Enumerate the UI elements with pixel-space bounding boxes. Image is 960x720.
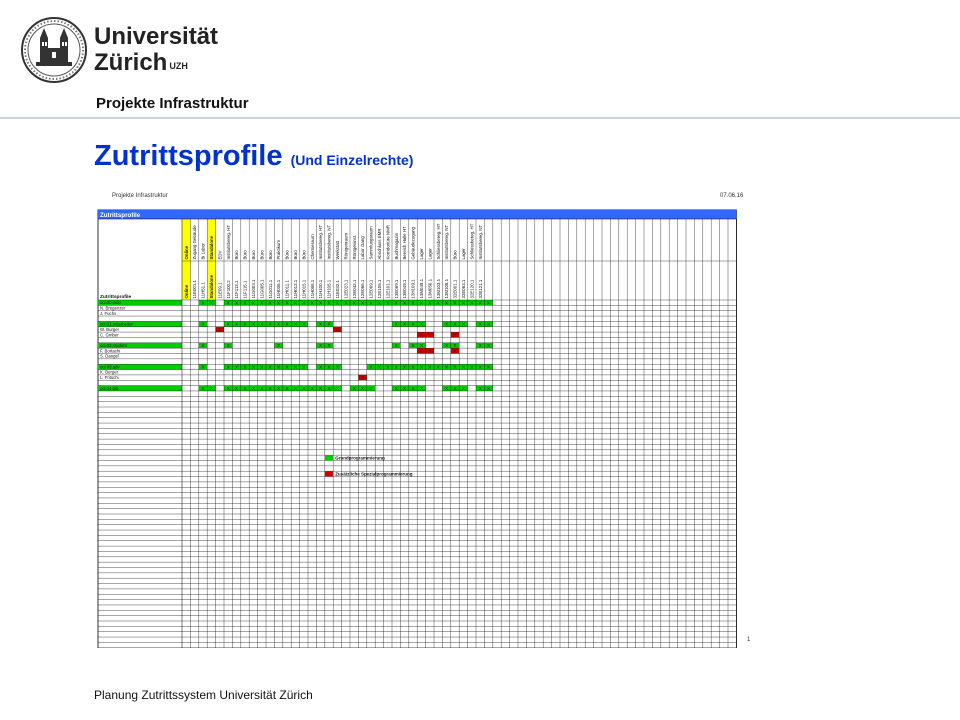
row-label: oci.04.bib	[100, 385, 119, 391]
profile-cell-mark: X	[201, 321, 205, 327]
profile-cell-mark: X	[352, 300, 356, 306]
column-header-desc: Büro	[234, 250, 240, 260]
profile-cell-mark: X	[419, 385, 423, 391]
row-label: S. Dangel	[100, 353, 119, 359]
profile-cell-mark: X	[335, 364, 339, 370]
column-header-desc: Bereich Halle HT	[402, 226, 408, 260]
profile-cell-mark: X	[487, 321, 491, 327]
profile-cell-mark: X	[386, 300, 390, 306]
profile-cell-mark: X	[285, 364, 289, 370]
column-header-code: 32E001.1	[452, 279, 458, 299]
header-divider	[0, 117, 960, 119]
column-header-desc: Institutsbereg. NT	[444, 224, 450, 260]
column-header-desc: Zugang Gebäude	[192, 225, 198, 260]
column-header-code: 11H013.1	[293, 279, 298, 299]
legend-label: Zusätzliche Spezialprogrammierung	[335, 471, 413, 477]
profile-cell-mark: X	[403, 364, 407, 370]
column-header-code: 32E063.1	[461, 279, 466, 299]
profile-cell-mark: X	[478, 343, 482, 349]
profile-cell-mark: X	[411, 364, 415, 370]
column-header-desc: Standalone	[209, 235, 214, 260]
profile-cell-mark: X	[243, 300, 247, 306]
profile-cell-mark: X	[453, 343, 457, 349]
column-header-code: 11G003.1	[251, 279, 256, 299]
profile-cell-mark: X	[394, 364, 398, 370]
profile-cell-mark: X	[394, 385, 398, 391]
column-header-desc: Bi Labor	[200, 243, 206, 260]
profile-cell-mark: X	[461, 300, 465, 306]
profile-cell-mark: X	[293, 300, 297, 306]
column-header-code: 11F115.1	[242, 280, 248, 299]
column-header-code: 12E023.1	[343, 279, 349, 299]
profile-cell-mark: X	[201, 364, 205, 370]
profile-cell-mark: X	[201, 300, 205, 306]
profile-cell-mark: X	[260, 300, 264, 306]
profile-cell-mark: X	[369, 364, 373, 370]
profile-cell-mark: X	[251, 321, 255, 327]
profile-cell-mark: X	[453, 300, 457, 306]
profile-cell-mark: X	[310, 385, 314, 391]
sheet-page-number: 1	[747, 637, 751, 643]
profile-cell-mark: X	[293, 321, 297, 327]
profile-cell-mark: X	[470, 300, 474, 306]
profile-cell-mark: X	[319, 385, 323, 391]
special-permission-mark: X	[428, 348, 432, 354]
profile-cell-mark: X	[243, 385, 247, 391]
special-permission-mark: X	[419, 348, 423, 354]
profile-cell-mark: X	[445, 321, 449, 327]
column-header-desc: Schliessbereg. HT	[469, 223, 475, 260]
profile-cell-mark: X	[251, 300, 255, 306]
column-header-code: 11F113.1	[234, 280, 240, 299]
sheet-header-date: 07.06.16	[720, 193, 744, 199]
profile-cell-mark: X	[209, 300, 213, 306]
profile-cell-mark: X	[310, 300, 314, 306]
profile-cell-mark: X	[251, 385, 255, 391]
column-header-code: 12E105.1	[377, 279, 382, 299]
profile-cell-mark: X	[419, 364, 423, 370]
profile-cell-mark: X	[403, 385, 407, 391]
column-header-code: 11H066.1	[309, 279, 315, 299]
profile-cell-mark: X	[445, 300, 449, 306]
column-header-code: 32E120.1	[469, 279, 475, 299]
profile-cell-mark: X	[428, 364, 432, 370]
profile-cell-mark: X	[201, 385, 205, 391]
profile-cell-mark: X	[319, 300, 323, 306]
profile-cell-mark: X	[394, 321, 398, 327]
row-label: F. Bortachi	[100, 348, 121, 354]
uzh-mark: UZH	[169, 61, 188, 71]
profile-cell-mark: X	[293, 385, 297, 391]
profile-cell-mark: X	[403, 321, 407, 327]
profile-cell-mark: X	[293, 364, 297, 370]
profile-cell-mark: X	[201, 343, 205, 349]
column-header-code: 11H51.1	[200, 282, 206, 299]
row-label: W. Burger	[100, 326, 120, 332]
row-label: N. Bregenzer	[100, 305, 126, 311]
profile-cell-mark: X	[260, 364, 264, 370]
profile-cell-mark: X	[285, 300, 289, 306]
profile-cell-mark: X	[285, 321, 289, 327]
profile-cell-mark: X	[487, 385, 491, 391]
profile-cell-mark: X	[352, 385, 356, 391]
legend-swatch	[325, 471, 333, 476]
column-header-code: 11H105.1	[326, 279, 332, 299]
row-label: oci.01.mitarbeiter	[100, 321, 133, 327]
row-label-header: Zutrittsprofile	[100, 295, 132, 300]
row-label: J. Fuchs	[100, 310, 117, 316]
profile-cell-mark: X	[377, 364, 381, 370]
profile-cell-mark: X	[419, 300, 423, 306]
profile-cell-mark: X	[361, 385, 365, 391]
column-header-desc: Lager	[419, 248, 424, 260]
uzh-seal-logo	[20, 16, 88, 84]
profile-cell-mark: X	[436, 300, 440, 306]
column-header-desc: Büro	[259, 250, 265, 260]
special-permission-mark: X	[335, 327, 339, 332]
profile-cell-mark: X	[277, 321, 281, 327]
profile-cell-mark: X	[487, 300, 491, 306]
profile-cell-mark: X	[327, 385, 331, 391]
row-label: C. Gmber	[100, 332, 119, 338]
column-header-code: 11E032.1	[335, 280, 340, 299]
column-header-code: Standalone	[209, 274, 214, 299]
profile-cell-mark: X	[377, 300, 381, 306]
profile-cell-mark: X	[302, 385, 306, 391]
profile-cell-mark: X	[235, 300, 239, 306]
profile-cell-mark: X	[487, 343, 491, 349]
profile-cell-mark: X	[226, 321, 230, 327]
row-label: oci.00.lasp	[100, 300, 121, 306]
profile-cell-mark: X	[411, 385, 415, 391]
profile-cell-mark: X	[453, 385, 457, 391]
special-permission-mark: X	[428, 332, 432, 338]
profile-cell-mark: X	[411, 343, 415, 349]
profile-cell-mark: X	[277, 364, 281, 370]
column-header-desc: Online	[183, 245, 189, 260]
profile-cell-mark: X	[470, 364, 474, 370]
column-header-code: 12E101.1	[385, 279, 391, 299]
column-header-code: 12E069.1	[368, 279, 374, 299]
column-header-code: 13M105.1	[444, 278, 450, 299]
profile-cell-mark: X	[335, 385, 339, 391]
column-header-desc: Werkstatt	[335, 241, 340, 260]
profile-cell-mark: X	[268, 300, 272, 306]
profile-cell-mark: X	[302, 321, 306, 327]
profile-cell-mark: X	[243, 321, 247, 327]
profile-cell-mark: X	[344, 300, 348, 306]
column-header-desc: Röntgeninst.	[351, 234, 357, 260]
column-header-desc: Büro	[267, 250, 273, 260]
column-header-code: 11H011.1	[284, 280, 290, 299]
sheet-header-left: Projekte Infrastruktur	[112, 193, 168, 199]
column-header-desc: Büro	[452, 250, 458, 260]
profile-cell-mark: X	[445, 364, 449, 370]
profile-cell-mark: X	[277, 385, 281, 391]
special-permission-mark: X	[419, 332, 423, 338]
column-header-code: 12E065.1	[360, 279, 366, 299]
profile-cell-mark: X	[394, 300, 398, 306]
profile-cell-mark: X	[369, 385, 373, 391]
slide-title	[94, 140, 413, 173]
profile-cell-mark: X	[260, 385, 264, 391]
university-name	[94, 24, 218, 76]
profile-cell-mark: X	[386, 364, 390, 370]
column-header-code: 32E121.1	[477, 279, 483, 299]
profile-cell-mark: X	[369, 300, 373, 306]
profile-cell-mark: X	[445, 343, 449, 349]
column-header-desc: Büro	[301, 250, 307, 260]
column-header-desc: Buchmagazin	[393, 232, 399, 260]
profile-cell-mark: X	[302, 300, 306, 306]
special-permission-mark: X	[361, 375, 365, 381]
profile-cell-mark: X	[319, 321, 323, 327]
profile-cell-mark: X	[478, 364, 482, 370]
column-header-desc: Büro	[284, 250, 290, 260]
column-header-code: 11G005.1	[259, 279, 265, 299]
column-header-desc: Labor Gang	[360, 236, 366, 260]
profile-cell-mark: X	[327, 364, 331, 370]
profile-cell-mark: X	[235, 385, 239, 391]
slide-title-main: Zutrittsprofile	[94, 140, 283, 172]
column-header-desc: Lager	[427, 248, 433, 260]
profile-cell-mark: X	[487, 364, 491, 370]
profile-cell-mark: X	[335, 300, 339, 306]
profile-cell-mark: X	[445, 385, 449, 391]
column-header-desc: Institutsbereg. HT	[318, 224, 324, 260]
access-profile-spreadsheet	[96, 188, 760, 648]
special-permission-mark: X	[453, 332, 457, 338]
profile-cell-mark: X	[209, 385, 213, 391]
column-header-desc: Gebäudezugang	[410, 227, 416, 260]
column-header-desc: Büro	[251, 250, 256, 260]
row-label: oci.02.student	[100, 342, 127, 348]
column-header-code: 11F100.2	[225, 280, 231, 299]
sheet-banner	[98, 210, 736, 219]
column-header-code: 13M050.1	[427, 278, 433, 299]
column-header-code: 13E069.1	[393, 279, 399, 299]
legend-swatch	[325, 455, 333, 460]
profile-cell-mark: X	[411, 321, 415, 327]
profile-cell-mark: X	[453, 321, 457, 327]
profile-cell-mark: X	[251, 364, 255, 370]
column-header-desc: EDV	[217, 250, 223, 260]
column-header-desc: Korridortüre NMR	[385, 225, 391, 260]
column-header-code: 11H015.1	[301, 279, 307, 299]
profile-cell-mark: X	[403, 300, 407, 306]
profile-cell-mark: X	[277, 300, 281, 306]
sheet-banner-title: Zutrittsprofile	[100, 211, 141, 219]
column-header-desc: Institutsbereg. NT	[477, 224, 483, 260]
profile-cell-mark: X	[268, 385, 272, 391]
profile-cell-mark: X	[478, 300, 482, 306]
profile-cell-mark: X	[453, 364, 457, 370]
column-header-desc: Institutsbereg. HT	[225, 224, 231, 260]
column-header-code: 11H100.1	[318, 279, 324, 299]
column-header-code: 13H109.1	[410, 279, 416, 299]
profile-cell-mark: X	[461, 385, 465, 391]
column-header-desc: Praktikum	[276, 239, 282, 260]
profile-cell-mark: X	[268, 321, 272, 327]
profile-cell-mark: X	[260, 321, 264, 327]
university-line2: Zürich	[94, 49, 168, 76]
profile-cell-mark: X	[436, 364, 440, 370]
column-header-desc: Büro	[293, 250, 298, 260]
profile-cell-mark: X	[327, 343, 331, 349]
profile-cell-mark: X	[243, 364, 247, 370]
column-header-desc: Institutsbereg. NT	[326, 224, 332, 260]
profile-cell-mark: X	[268, 364, 272, 370]
column-header-desc: Abschluss EMR	[377, 228, 382, 260]
profile-cell-mark: X	[235, 364, 239, 370]
column-header-code: 12E043.1	[351, 279, 357, 299]
profile-cell-mark: X	[319, 364, 323, 370]
profile-cell-mark: X	[319, 343, 323, 349]
profile-cell-mark: X	[461, 364, 465, 370]
row-label: K. Berger	[100, 369, 119, 375]
profile-cell-mark: X	[277, 343, 281, 349]
profile-cell-mark: X	[226, 300, 230, 306]
profile-cell-mark: X	[461, 321, 465, 327]
special-permission-mark: X	[453, 348, 457, 354]
column-header-code: 11E09.1	[217, 282, 223, 299]
department-name: Projekte Infrastruktur	[96, 95, 249, 112]
column-header-desc: Lager	[461, 248, 466, 260]
column-header-code: 13M103.1	[435, 278, 441, 299]
profile-cell-mark: X	[302, 364, 306, 370]
row-label: L. Fritschi	[100, 375, 119, 381]
profile-cell-mark: X	[419, 321, 423, 327]
footer-text: Planung Zutrittssystem Universität Zürich	[94, 688, 313, 702]
university-line1: Universität	[94, 23, 219, 50]
legend-label: Grundprogrammierung	[335, 455, 385, 461]
profile-cell-mark: X	[285, 385, 289, 391]
profile-cell-mark: X	[226, 385, 230, 391]
column-header-code: 13E049.1	[402, 279, 408, 299]
column-header-code: 11H036.1	[276, 279, 282, 299]
profile-cell-mark: X	[428, 300, 432, 306]
profile-cell-mark: X	[478, 321, 482, 327]
profile-cell-mark: X	[327, 321, 331, 327]
profile-cell-mark: X	[411, 300, 415, 306]
row-label: oci.03.adv	[100, 364, 120, 370]
profile-cell-mark: X	[419, 343, 423, 349]
column-header-code: 11G011.1	[267, 279, 273, 299]
column-header-desc: Röntgenraum	[343, 232, 349, 260]
special-permission-mark: X	[218, 327, 222, 332]
profile-cell-mark: X	[235, 321, 239, 327]
profile-cell-mark: X	[226, 343, 230, 349]
column-header-desc: Büro	[242, 250, 248, 260]
profile-cell-mark: X	[394, 343, 398, 349]
column-header-code: Online	[183, 284, 189, 299]
slide-subtitle: (Und Einzelrechte)	[290, 152, 414, 168]
profile-cell-mark: X	[361, 300, 365, 306]
profile-cell-mark: X	[226, 364, 230, 370]
column-header-desc: Sammlungsraum	[368, 226, 374, 260]
profile-cell-mark: X	[478, 385, 482, 391]
column-header-code: 11E001.1	[192, 280, 198, 299]
profile-cell-mark: X	[327, 300, 331, 306]
column-header-desc: Schliessbereg. HT	[435, 223, 441, 260]
column-header-code: 13M049.1	[419, 278, 424, 299]
column-header-desc: Chemieraum	[309, 234, 315, 260]
